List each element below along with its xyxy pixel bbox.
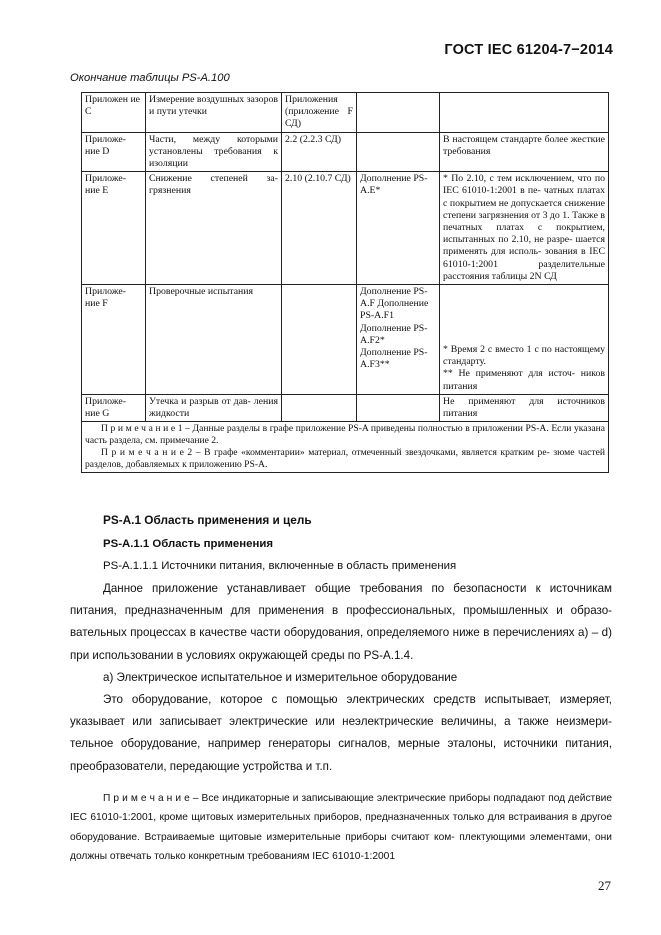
table-cell: Приложе- ние D — [82, 132, 146, 172]
table-cell: Приложен ие С — [82, 93, 146, 133]
table-cell — [357, 93, 440, 133]
subsection-heading: PS-A.1.1 Область применения — [103, 538, 273, 550]
table-cell: Приложе- ние G — [82, 394, 146, 421]
table-cell: Дополнение PS-A.F Дополнение PS-A.F1 Дополнение PS-A.F2* Дополнение PS-A.F3** — [357, 285, 440, 395]
table-cell — [440, 93, 609, 133]
table-cell — [357, 394, 440, 421]
table-cell: Приложе- ние F — [82, 285, 146, 395]
table-cell — [440, 285, 609, 395]
table-cell: Проверочные испытания — [146, 285, 282, 395]
table-note-2 — [85, 447, 605, 471]
table-row — [82, 285, 609, 395]
table-cell — [282, 285, 357, 395]
table-cell: Приложе- ние Е — [82, 172, 146, 285]
table-cell: Снижение степеней за- грязнения — [146, 172, 282, 285]
table-cell: В настоящем стандарте более жесткие требования — [440, 132, 609, 172]
table-note-1 — [85, 423, 605, 447]
table-cell — [357, 132, 440, 172]
note-text: – В графе «комментарии» материал, отмеченный звездочками, является кратким ре- зюме частей разделов, добавляемых к приложению PS-A. — [85, 447, 605, 471]
table-caption: Окончание таблицы PS-A.100 — [70, 72, 230, 84]
note-text: – Данные разделы в графе приложение PS-A приведены полностью в приложении PS-A. Если указана часть раздела, см. примечание 2. — [85, 423, 605, 447]
table-cell: Приложения (приложение F СД) — [282, 93, 357, 133]
table-cell: Части, между которыми установлены требования к изоляции — [146, 132, 282, 172]
note-label: П р и м е ч а н и е — [103, 793, 190, 804]
section-heading: PS-A.1 Область применения и цель — [103, 513, 312, 527]
body-paragraphs — [70, 578, 612, 778]
table-row — [82, 394, 609, 421]
table-cell: 2.10 (2.10.7 СД) — [282, 172, 357, 285]
subsubsection-heading: PS-A.1.1.1 Источники питания, включенные в область применения — [103, 560, 457, 572]
cell-spacer — [443, 286, 605, 344]
page-number: 27 — [598, 878, 611, 893]
table-cell: Дополнение PS-A.E* — [357, 172, 440, 285]
note-paragraph — [70, 789, 612, 867]
table-row — [82, 132, 609, 172]
table-notes — [82, 422, 609, 473]
list-item-heading: а) Электрическое испытательное и измерительное оборудование — [103, 670, 458, 684]
ps-a-100-table — [81, 92, 609, 473]
paragraph: Данное приложение устанавливает общие требования по безопасности к источникам питания, предназначенным для применения в профессиональных, промышленных и образо- вательных процессах в качестве части оборудования, определяемого ниже в перечислениях а) – d) при использовании в условиях окружающей среды по PS-A.1.4. — [70, 582, 612, 662]
paragraph: Это оборудование, которое с помощью электрических средств испытывает, измеряет, указывает или записывает электрические или неэлектрические величины, а также неизмери- тельное оборудование, например генераторы сигналов, мерные эталоны, источники питания, преобразователи, передающие устройства и т.п. — [70, 693, 612, 773]
document-header: ГОСТ IEC 61204-7−2014 — [444, 42, 613, 58]
table-cell: 2.2 (2.2.3 СД) — [282, 132, 357, 172]
table-row — [82, 172, 609, 285]
note-label: П р и м е ч а н и е 2 — [101, 447, 193, 459]
note-label: П р и м е ч а н и е 1 — [101, 423, 183, 435]
table-cell: Утечка и разрыв от дав- ления жидкости — [146, 394, 282, 421]
note-text: – Все индикаторные и записывающие электрические приборы подпадают под действие IEC 61010-1:2001, кроме щитовых измерительных приборов, предназначенных только для встраивания в другое оборудование. Встраиваемые щитовые измерительные приборы считают ком- плектующими элементами, они должны отвечать только конкретным требованиям IEC 61010-1:2001 — [70, 793, 612, 863]
table-row — [82, 93, 609, 133]
table-cell: * По 2.10, с тем исключением, что по IEC 61010-1:2001 в пе- чатных платах с покрытием не допускается снижение степени загрязнения от 3 до 1. Также в печатных платах с покрытием, испытанных по 2.10, не разре- шается применять для исполь- зования в IEC 61010-1:2001 разделительные расстояния таблицы 2N СД — [440, 172, 609, 285]
cell-footnote-a: * Время 2 с вместо 1 с по настоящему стандарту. — [443, 344, 605, 368]
table-cell: Измерение воздушных зазоров и пути утечки — [146, 93, 282, 133]
table-notes-row — [82, 422, 609, 473]
table-cell: Не применяют для источников питания — [440, 394, 609, 421]
cell-footnote-b: ** Не применяют для источ- ников питания — [443, 368, 605, 392]
table-cell — [282, 394, 357, 421]
